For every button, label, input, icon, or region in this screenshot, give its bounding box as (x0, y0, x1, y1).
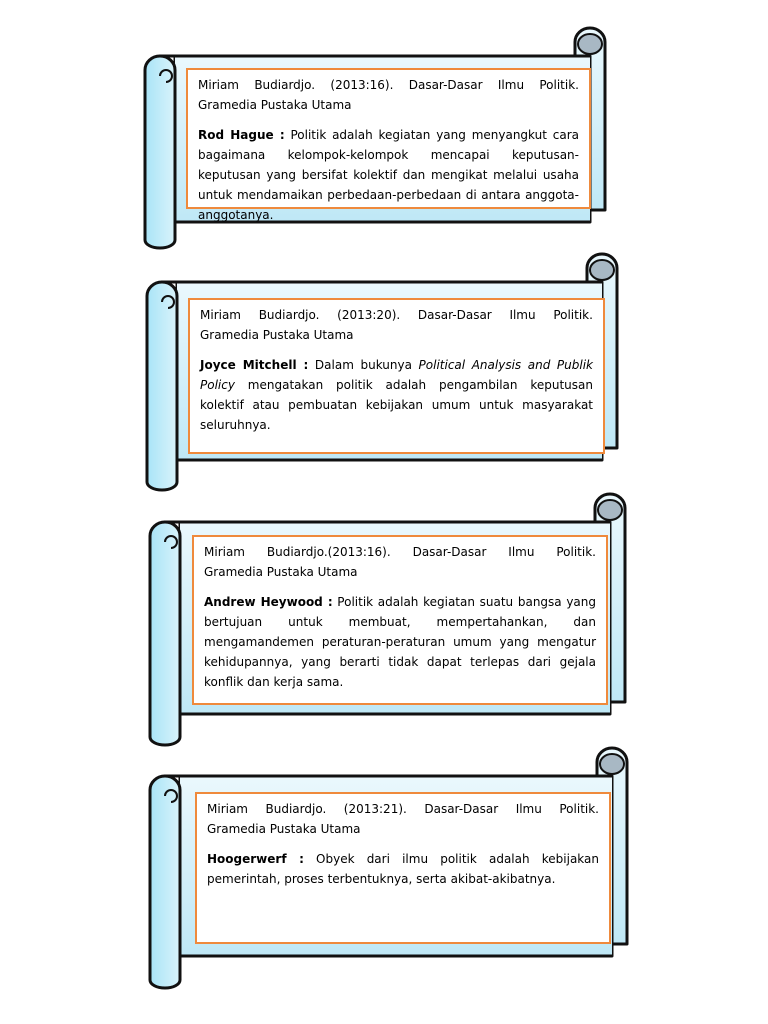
citation-line-2: Gramedia Pustaka Utama (198, 98, 352, 112)
quote-body: Politik adalah kegiatan suatu bangsa yang bertujuan untuk membuat, mempertahankan, dan mengamandemen peraturan-peraturan umum yang mengatur kehidupannya, yang berarti tidak dapat terlepas dari gejala konflik dan kerja sama. (204, 595, 596, 689)
citation-line-1: Miriam Budiardjo. (2013:21). Dasar-Dasar Ilmu Politik. (207, 802, 599, 816)
author-name: Andrew Heywood : (204, 595, 333, 609)
quote-body: Obyek dari ilmu politik adalah kebijakan pemerintah, proses terbentuknya, serta akibat-akibatnya. (207, 852, 599, 886)
book-title: Political Analysis and Publik Policy (200, 358, 593, 392)
citation-line-2: Gramedia Pustaka Utama (207, 822, 361, 836)
author-name: Joyce Mitchell : (200, 358, 309, 372)
quote-body-cont: mengatakan politik adalah pengambilan keputusan kolektif atau pembuatan kebijakan umum untuk masyarakat seluruhnya. (200, 378, 593, 432)
quote-body: Dalam bukunya (308, 358, 419, 372)
author-name: Hoogerwerf : (207, 852, 304, 866)
citation (207, 799, 599, 839)
quote-text (207, 849, 599, 889)
quote-box (195, 792, 611, 944)
quote-body: Politik adalah kegiatan yang menyangkut cara bagaimana kelompok-kelompok mencapai keputusan-keputusan yang bersifat kolektif dan mengikat melalui usaha untuk mendamaikan perbedaan-perbedaan di antara anggota-anggotanya. (198, 128, 579, 222)
scroll-curl-top (600, 754, 624, 774)
scroll-left-roll (150, 776, 180, 988)
author-name: Rod Hague : (198, 128, 285, 142)
citation-line-2: Gramedia Pustaka Utama (204, 565, 358, 579)
citation-line-1: Miriam Budiardjo. (2013:20). Dasar-Dasar Ilmu Politik. (200, 308, 593, 322)
citation-line-1: Miriam Budiardjo. (2013:16). Dasar-Dasar Ilmu Politik. (198, 78, 579, 92)
citation-line-1: Miriam Budiardjo.(2013:16). Dasar-Dasar Ilmu Politik. (204, 545, 596, 559)
citation-line-2: Gramedia Pustaka Utama (200, 328, 354, 342)
